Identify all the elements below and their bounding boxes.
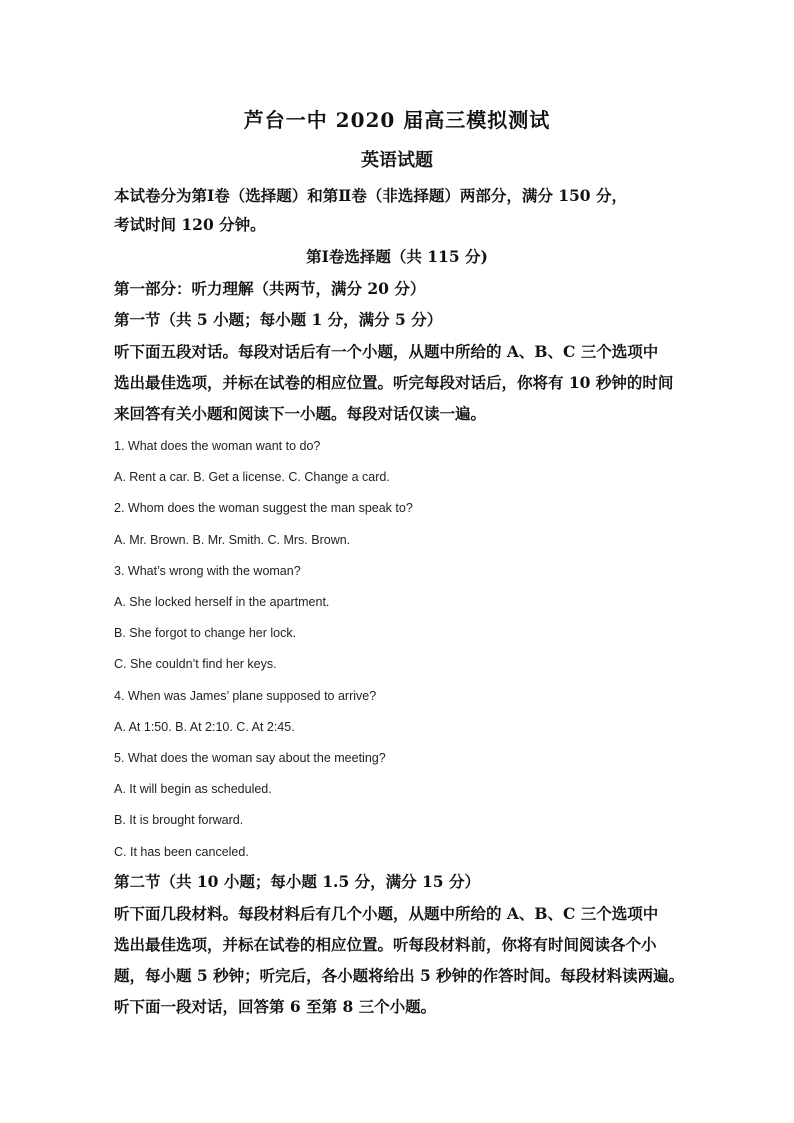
question-line: 5. What does the woman say about the meeting? xyxy=(114,751,386,765)
section2-heading: 第二节（共 10 小题；每小题 1.5 分，满分 15 分） xyxy=(114,872,480,891)
section1-instruction: 听下面五段对话。每段对话后有一个小题，从题中所给的 A、B、C 三个选项中 xyxy=(114,342,659,361)
intro-line-1: 本试卷分为第Ⅰ卷（选择题）和第Ⅱ卷（非选择题）两部分，满分 150 分， xyxy=(114,186,627,205)
question-line: 4. When was James’ plane supposed to arrive? xyxy=(114,689,377,703)
answer-option: A. She locked herself in the apartment. xyxy=(114,595,330,609)
answer-options: A. Mr. Brown. B. Mr. Smith. C. Mrs. Brown. xyxy=(114,533,351,547)
part1-heading: 第一部分：听力理解（共两节，满分 20 分） xyxy=(114,279,426,298)
answer-option: B. It is brought forward. xyxy=(114,813,244,827)
page-title: 芦台一中 2020 届高三模拟测试 xyxy=(243,108,551,132)
section1-instruction: 来回答有关小题和阅读下一小题。每段对话仅读一遍。 xyxy=(114,404,487,423)
section2-instruction: 选出最佳选项，并标在试卷的相应位置。听每段材料前，你将有时间阅读各个小 xyxy=(114,935,657,954)
question-line: 3. What’s wrong with the woman? xyxy=(114,564,301,578)
answer-option: A. It will begin as scheduled. xyxy=(114,782,272,796)
section1-instruction: 选出最佳选项，并标在试卷的相应位置。听完每段对话后，你将有 10 秒钟的时间 xyxy=(114,373,674,392)
volume1-heading: 第Ⅰ卷选择题（共 115 分) xyxy=(306,247,488,266)
intro-line-2: 考试时间 120 分钟。 xyxy=(114,215,266,234)
section2-instruction: 听下面几段材料。每段材料后有几个小题，从题中所给的 A、B、C 三个选项中 xyxy=(114,904,659,923)
answer-option: C. She couldn’t find her keys. xyxy=(114,657,277,671)
answer-option: B. She forgot to change her lock. xyxy=(114,626,297,640)
section1-heading: 第一节（共 5 小题；每小题 1 分，满分 5 分） xyxy=(114,310,443,329)
section2-instruction: 听下面一段对话，回答第 6 至第 8 三个小题。 xyxy=(114,997,437,1016)
answer-options: A. Rent a car. B. Get a license. C. Change a card. xyxy=(114,470,390,484)
page-subtitle: 英语试题 xyxy=(361,150,433,171)
answer-option: C. It has been canceled. xyxy=(114,845,249,859)
question-line: 2. Whom does the woman suggest the man speak to? xyxy=(114,501,413,515)
section2-instruction: 题，每小题 5 秒钟；听完后，各小题将给出 5 秒钟的作答时间。每段材料读两遍。 xyxy=(114,966,685,985)
answer-options: A. At 1:50. B. At 2:10. C. At 2:45. xyxy=(114,720,295,734)
question-line: 1. What does the woman want to do? xyxy=(114,439,321,453)
